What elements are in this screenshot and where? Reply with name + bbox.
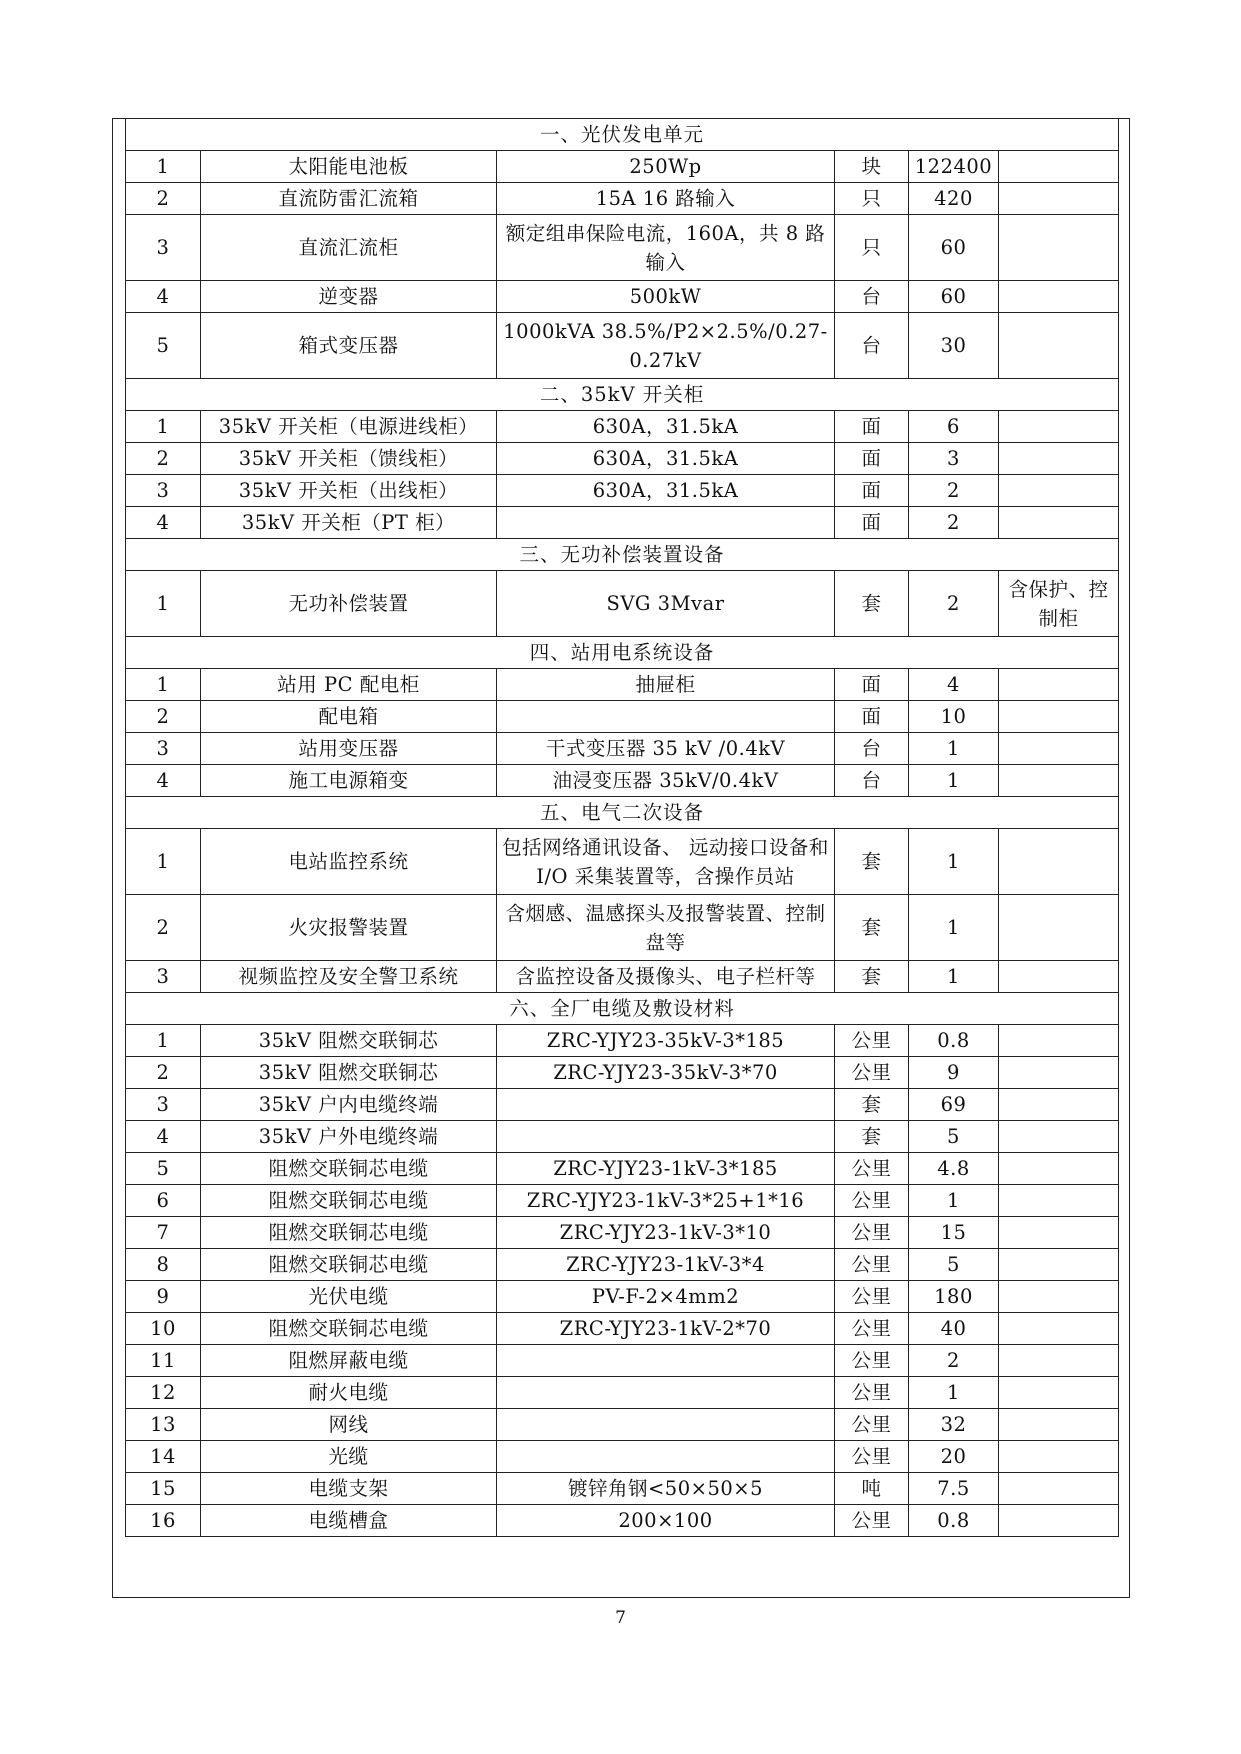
- table-row: [126, 183, 1119, 215]
- spec-cell: [497, 507, 835, 539]
- quantity-cell: 1: [909, 961, 999, 993]
- table-row: [126, 1345, 1119, 1377]
- table-row: [126, 1153, 1119, 1185]
- table-row: [126, 1409, 1119, 1441]
- row-number-cell: 16: [126, 1505, 201, 1537]
- spec-cell: 630A，31.5kA: [497, 475, 835, 507]
- spec-cell: 干式变压器 35 kV /0.4kV: [497, 733, 835, 765]
- equipment-name-cell: 太阳能电池板: [201, 151, 497, 183]
- row-number-cell: 9: [126, 1281, 201, 1313]
- spec-cell: 200×100: [497, 1505, 835, 1537]
- table-row: [126, 1057, 1119, 1089]
- table-row: [126, 1185, 1119, 1217]
- section-title: 三、无功补偿装置设备: [126, 539, 1119, 571]
- spec-cell: ZRC-YJY23-35kV-3*70: [497, 1057, 835, 1089]
- equipment-name-cell: 阻燃交联铜芯电缆: [201, 1249, 497, 1281]
- spec-cell: 250Wp: [497, 151, 835, 183]
- unit-cell: 吨: [835, 1473, 909, 1505]
- unit-cell: 只: [835, 183, 909, 215]
- quantity-cell: 20: [909, 1441, 999, 1473]
- unit-cell: 台: [835, 281, 909, 313]
- unit-cell: 块: [835, 151, 909, 183]
- unit-cell: 套: [835, 829, 909, 895]
- row-number-cell: 13: [126, 1409, 201, 1441]
- spec-cell: ZRC-YJY23-1kV-3*185: [497, 1153, 835, 1185]
- equipment-name-cell: 35kV 阻燃交联铜芯: [201, 1057, 497, 1089]
- quantity-cell: 2: [909, 1345, 999, 1377]
- table-row: [126, 151, 1119, 183]
- spec-cell: 15A 16 路输入: [497, 183, 835, 215]
- table-row: [126, 765, 1119, 797]
- unit-cell: 公里: [835, 1057, 909, 1089]
- note-cell: [999, 1089, 1119, 1121]
- row-number-cell: 11: [126, 1345, 201, 1377]
- note-cell: [999, 961, 1119, 993]
- note-cell: [999, 1377, 1119, 1409]
- spec-cell: 额定组串保险电流，160A，共 8 路输入: [497, 215, 835, 281]
- equipment-name-cell: 35kV 户内电缆终端: [201, 1089, 497, 1121]
- note-cell: [999, 1185, 1119, 1217]
- spec-cell: 630A，31.5kA: [497, 443, 835, 475]
- note-cell: [999, 1313, 1119, 1345]
- note-cell: [999, 443, 1119, 475]
- note-cell: [999, 1249, 1119, 1281]
- spec-cell: ZRC-YJY23-1kV-3*25+1*16: [497, 1185, 835, 1217]
- table-row: [126, 443, 1119, 475]
- note-cell: [999, 1441, 1119, 1473]
- quantity-cell: 40: [909, 1313, 999, 1345]
- table-row: [126, 1121, 1119, 1153]
- quantity-cell: 3: [909, 443, 999, 475]
- quantity-cell: 0.8: [909, 1025, 999, 1057]
- row-number-cell: 10: [126, 1313, 201, 1345]
- equipment-name-cell: 直流汇流柜: [201, 215, 497, 281]
- unit-cell: 公里: [835, 1281, 909, 1313]
- section-title: 一、光伏发电单元: [126, 119, 1119, 151]
- page-number: 7: [615, 1608, 626, 1628]
- equipment-name-cell: 35kV 开关柜（出线柜）: [201, 475, 497, 507]
- unit-cell: 面: [835, 443, 909, 475]
- equipment-name-cell: 耐火电缆: [201, 1377, 497, 1409]
- equipment-name-cell: 阻燃屏蔽电缆: [201, 1345, 497, 1377]
- spec-cell: PV-F-2×4mm2: [497, 1281, 835, 1313]
- row-number-cell: 3: [126, 961, 201, 993]
- note-cell: [999, 895, 1119, 961]
- section-header-row: [126, 539, 1119, 571]
- table-row: [126, 1025, 1119, 1057]
- section-title: 五、电气二次设备: [126, 797, 1119, 829]
- spec-cell: ZRC-YJY23-1kV-2*70: [497, 1313, 835, 1345]
- unit-cell: 公里: [835, 1185, 909, 1217]
- row-number-cell: 3: [126, 1089, 201, 1121]
- quantity-cell: 7.5: [909, 1473, 999, 1505]
- section-header-row: [126, 119, 1119, 151]
- unit-cell: 公里: [835, 1377, 909, 1409]
- quantity-cell: 0.8: [909, 1505, 999, 1537]
- table-row: [126, 1089, 1119, 1121]
- row-number-cell: 7: [126, 1217, 201, 1249]
- unit-cell: 套: [835, 571, 909, 637]
- row-number-cell: 4: [126, 507, 201, 539]
- note-cell: [999, 1217, 1119, 1249]
- note-cell: 含保护、控制柜: [999, 571, 1119, 637]
- equipment-name-cell: 阻燃交联铜芯电缆: [201, 1185, 497, 1217]
- quantity-cell: 2: [909, 475, 999, 507]
- equipment-name-cell: 电站监控系统: [201, 829, 497, 895]
- unit-cell: 面: [835, 669, 909, 701]
- unit-cell: 面: [835, 411, 909, 443]
- row-number-cell: 2: [126, 443, 201, 475]
- spec-cell: 含监控设备及摄像头、电子栏杆等: [497, 961, 835, 993]
- spec-cell: [497, 701, 835, 733]
- equipment-name-cell: 站用变压器: [201, 733, 497, 765]
- quantity-cell: 30: [909, 313, 999, 379]
- note-cell: [999, 1281, 1119, 1313]
- quantity-cell: 1: [909, 895, 999, 961]
- note-cell: [999, 669, 1119, 701]
- table-row: [126, 1377, 1119, 1409]
- equipment-name-cell: 光缆: [201, 1441, 497, 1473]
- equipment-name-cell: 35kV 开关柜（PT 柜）: [201, 507, 497, 539]
- quantity-cell: 69: [909, 1089, 999, 1121]
- spec-cell: [497, 1089, 835, 1121]
- quantity-cell: 10: [909, 701, 999, 733]
- table-row: [126, 829, 1119, 895]
- equipment-name-cell: 配电箱: [201, 701, 497, 733]
- unit-cell: 面: [835, 701, 909, 733]
- spec-cell: ZRC-YJY23-1kV-3*10: [497, 1217, 835, 1249]
- note-cell: [999, 151, 1119, 183]
- table-row: [126, 1281, 1119, 1313]
- spec-cell: 含烟感、温感探头及报警装置、控制盘等: [497, 895, 835, 961]
- equipment-name-cell: 35kV 户外电缆终端: [201, 1121, 497, 1153]
- section-header-row: [126, 637, 1119, 669]
- table-row: [126, 733, 1119, 765]
- unit-cell: 套: [835, 961, 909, 993]
- equipment-name-cell: 阻燃交联铜芯电缆: [201, 1217, 497, 1249]
- section-header-row: [126, 993, 1119, 1025]
- equipment-name-cell: 阻燃交联铜芯电缆: [201, 1313, 497, 1345]
- quantity-cell: 180: [909, 1281, 999, 1313]
- row-number-cell: 5: [126, 313, 201, 379]
- note-cell: [999, 1153, 1119, 1185]
- unit-cell: 公里: [835, 1025, 909, 1057]
- spec-cell: 500kW: [497, 281, 835, 313]
- note-cell: [999, 1121, 1119, 1153]
- table-row: [126, 1441, 1119, 1473]
- equipment-table: [125, 118, 1119, 1537]
- table-row: [126, 1313, 1119, 1345]
- spec-cell: 镀锌角钢<50×50×5: [497, 1473, 835, 1505]
- row-number-cell: 6: [126, 1185, 201, 1217]
- note-cell: [999, 733, 1119, 765]
- table-row: [126, 507, 1119, 539]
- note-cell: [999, 765, 1119, 797]
- quantity-cell: 2: [909, 507, 999, 539]
- row-number-cell: 1: [126, 1025, 201, 1057]
- row-number-cell: 2: [126, 183, 201, 215]
- unit-cell: 套: [835, 1089, 909, 1121]
- section-header-row: [126, 797, 1119, 829]
- note-cell: [999, 1025, 1119, 1057]
- section-header-row: [126, 379, 1119, 411]
- quantity-cell: 1: [909, 1377, 999, 1409]
- note-cell: [999, 313, 1119, 379]
- section-title: 二、35kV 开关柜: [126, 379, 1119, 411]
- note-cell: [999, 1409, 1119, 1441]
- quantity-cell: 32: [909, 1409, 999, 1441]
- unit-cell: 台: [835, 765, 909, 797]
- equipment-name-cell: 视频监控及安全警卫系统: [201, 961, 497, 993]
- unit-cell: 公里: [835, 1249, 909, 1281]
- table-row: [126, 215, 1119, 281]
- unit-cell: 台: [835, 313, 909, 379]
- equipment-name-cell: 无功补偿装置: [201, 571, 497, 637]
- spec-cell: ZRC-YJY23-1kV-3*4: [497, 1249, 835, 1281]
- unit-cell: 面: [835, 507, 909, 539]
- table-row: [126, 701, 1119, 733]
- unit-cell: 只: [835, 215, 909, 281]
- unit-cell: 公里: [835, 1441, 909, 1473]
- equipment-table-body: [126, 119, 1119, 1537]
- quantity-cell: 4.8: [909, 1153, 999, 1185]
- row-number-cell: 1: [126, 411, 201, 443]
- spec-cell: [497, 1441, 835, 1473]
- table-row: [126, 411, 1119, 443]
- quantity-cell: 60: [909, 281, 999, 313]
- table-row: [126, 1249, 1119, 1281]
- quantity-cell: 9: [909, 1057, 999, 1089]
- note-cell: [999, 1505, 1119, 1537]
- unit-cell: 公里: [835, 1345, 909, 1377]
- note-cell: [999, 507, 1119, 539]
- row-number-cell: 15: [126, 1473, 201, 1505]
- quantity-cell: 15: [909, 1217, 999, 1249]
- equipment-name-cell: 施工电源箱变: [201, 765, 497, 797]
- row-number-cell: 2: [126, 1057, 201, 1089]
- spec-cell: 1000kVA 38.5%/P2×2.5%/0.27-0.27kV: [497, 313, 835, 379]
- note-cell: [999, 183, 1119, 215]
- unit-cell: 公里: [835, 1217, 909, 1249]
- spec-cell: [497, 1121, 835, 1153]
- table-row: [126, 961, 1119, 993]
- row-number-cell: 3: [126, 733, 201, 765]
- equipment-name-cell: 电缆支架: [201, 1473, 497, 1505]
- row-number-cell: 4: [126, 765, 201, 797]
- quantity-cell: 60: [909, 215, 999, 281]
- row-number-cell: 5: [126, 1153, 201, 1185]
- note-cell: [999, 475, 1119, 507]
- equipment-name-cell: 光伏电缆: [201, 1281, 497, 1313]
- equipment-name-cell: 站用 PC 配电柜: [201, 669, 497, 701]
- equipment-name-cell: 直流防雷汇流箱: [201, 183, 497, 215]
- spec-cell: ZRC-YJY23-35kV-3*185: [497, 1025, 835, 1057]
- quantity-cell: 1: [909, 765, 999, 797]
- note-cell: [999, 1345, 1119, 1377]
- note-cell: [999, 411, 1119, 443]
- row-number-cell: 1: [126, 151, 201, 183]
- row-number-cell: 4: [126, 281, 201, 313]
- row-number-cell: 4: [126, 1121, 201, 1153]
- row-number-cell: 3: [126, 215, 201, 281]
- table-row: [126, 571, 1119, 637]
- quantity-cell: 1: [909, 733, 999, 765]
- unit-cell: 公里: [835, 1409, 909, 1441]
- row-number-cell: 1: [126, 829, 201, 895]
- quantity-cell: 1: [909, 829, 999, 895]
- unit-cell: 公里: [835, 1153, 909, 1185]
- spec-cell: [497, 1345, 835, 1377]
- spec-cell: [497, 1377, 835, 1409]
- quantity-cell: 1: [909, 1185, 999, 1217]
- section-title: 四、站用电系统设备: [126, 637, 1119, 669]
- quantity-cell: 5: [909, 1121, 999, 1153]
- row-number-cell: 8: [126, 1249, 201, 1281]
- spec-cell: 包括网络通讯设备、 远动接口设备和 I/O 采集装置等，含操作员站: [497, 829, 835, 895]
- quantity-cell: 2: [909, 571, 999, 637]
- table-row: [126, 895, 1119, 961]
- table-row: [126, 313, 1119, 379]
- note-cell: [999, 1057, 1119, 1089]
- quantity-cell: 4: [909, 669, 999, 701]
- note-cell: [999, 1473, 1119, 1505]
- quantity-cell: 420: [909, 183, 999, 215]
- note-cell: [999, 215, 1119, 281]
- row-number-cell: 2: [126, 701, 201, 733]
- row-number-cell: 14: [126, 1441, 201, 1473]
- equipment-name-cell: 35kV 开关柜（电源进线柜）: [201, 411, 497, 443]
- table-row: [126, 1505, 1119, 1537]
- table-row: [126, 669, 1119, 701]
- unit-cell: 套: [835, 1121, 909, 1153]
- row-number-cell: 1: [126, 669, 201, 701]
- quantity-cell: 122400: [909, 151, 999, 183]
- spec-cell: SVG 3Mvar: [497, 571, 835, 637]
- unit-cell: 套: [835, 895, 909, 961]
- row-number-cell: 2: [126, 895, 201, 961]
- equipment-name-cell: 网线: [201, 1409, 497, 1441]
- equipment-name-cell: 35kV 阻燃交联铜芯: [201, 1025, 497, 1057]
- table-row: [126, 1473, 1119, 1505]
- unit-cell: 面: [835, 475, 909, 507]
- spec-cell: 油浸变压器 35kV/0.4kV: [497, 765, 835, 797]
- spec-cell: 抽屉柜: [497, 669, 835, 701]
- row-number-cell: 12: [126, 1377, 201, 1409]
- equipment-name-cell: 电缆槽盒: [201, 1505, 497, 1537]
- unit-cell: 台: [835, 733, 909, 765]
- quantity-cell: 5: [909, 1249, 999, 1281]
- spec-cell: [497, 1409, 835, 1441]
- equipment-name-cell: 35kV 开关柜（馈线柜）: [201, 443, 497, 475]
- equipment-name-cell: 逆变器: [201, 281, 497, 313]
- row-number-cell: 1: [126, 571, 201, 637]
- equipment-name-cell: 阻燃交联铜芯电缆: [201, 1153, 497, 1185]
- note-cell: [999, 281, 1119, 313]
- equipment-name-cell: 火灾报警装置: [201, 895, 497, 961]
- table-row: [126, 281, 1119, 313]
- row-number-cell: 3: [126, 475, 201, 507]
- unit-cell: 公里: [835, 1505, 909, 1537]
- table-row: [126, 1217, 1119, 1249]
- table-row: [126, 475, 1119, 507]
- note-cell: [999, 701, 1119, 733]
- section-title: 六、全厂电缆及敷设材料: [126, 993, 1119, 1025]
- note-cell: [999, 829, 1119, 895]
- equipment-name-cell: 箱式变压器: [201, 313, 497, 379]
- quantity-cell: 6: [909, 411, 999, 443]
- unit-cell: 公里: [835, 1313, 909, 1345]
- spec-cell: 630A，31.5kA: [497, 411, 835, 443]
